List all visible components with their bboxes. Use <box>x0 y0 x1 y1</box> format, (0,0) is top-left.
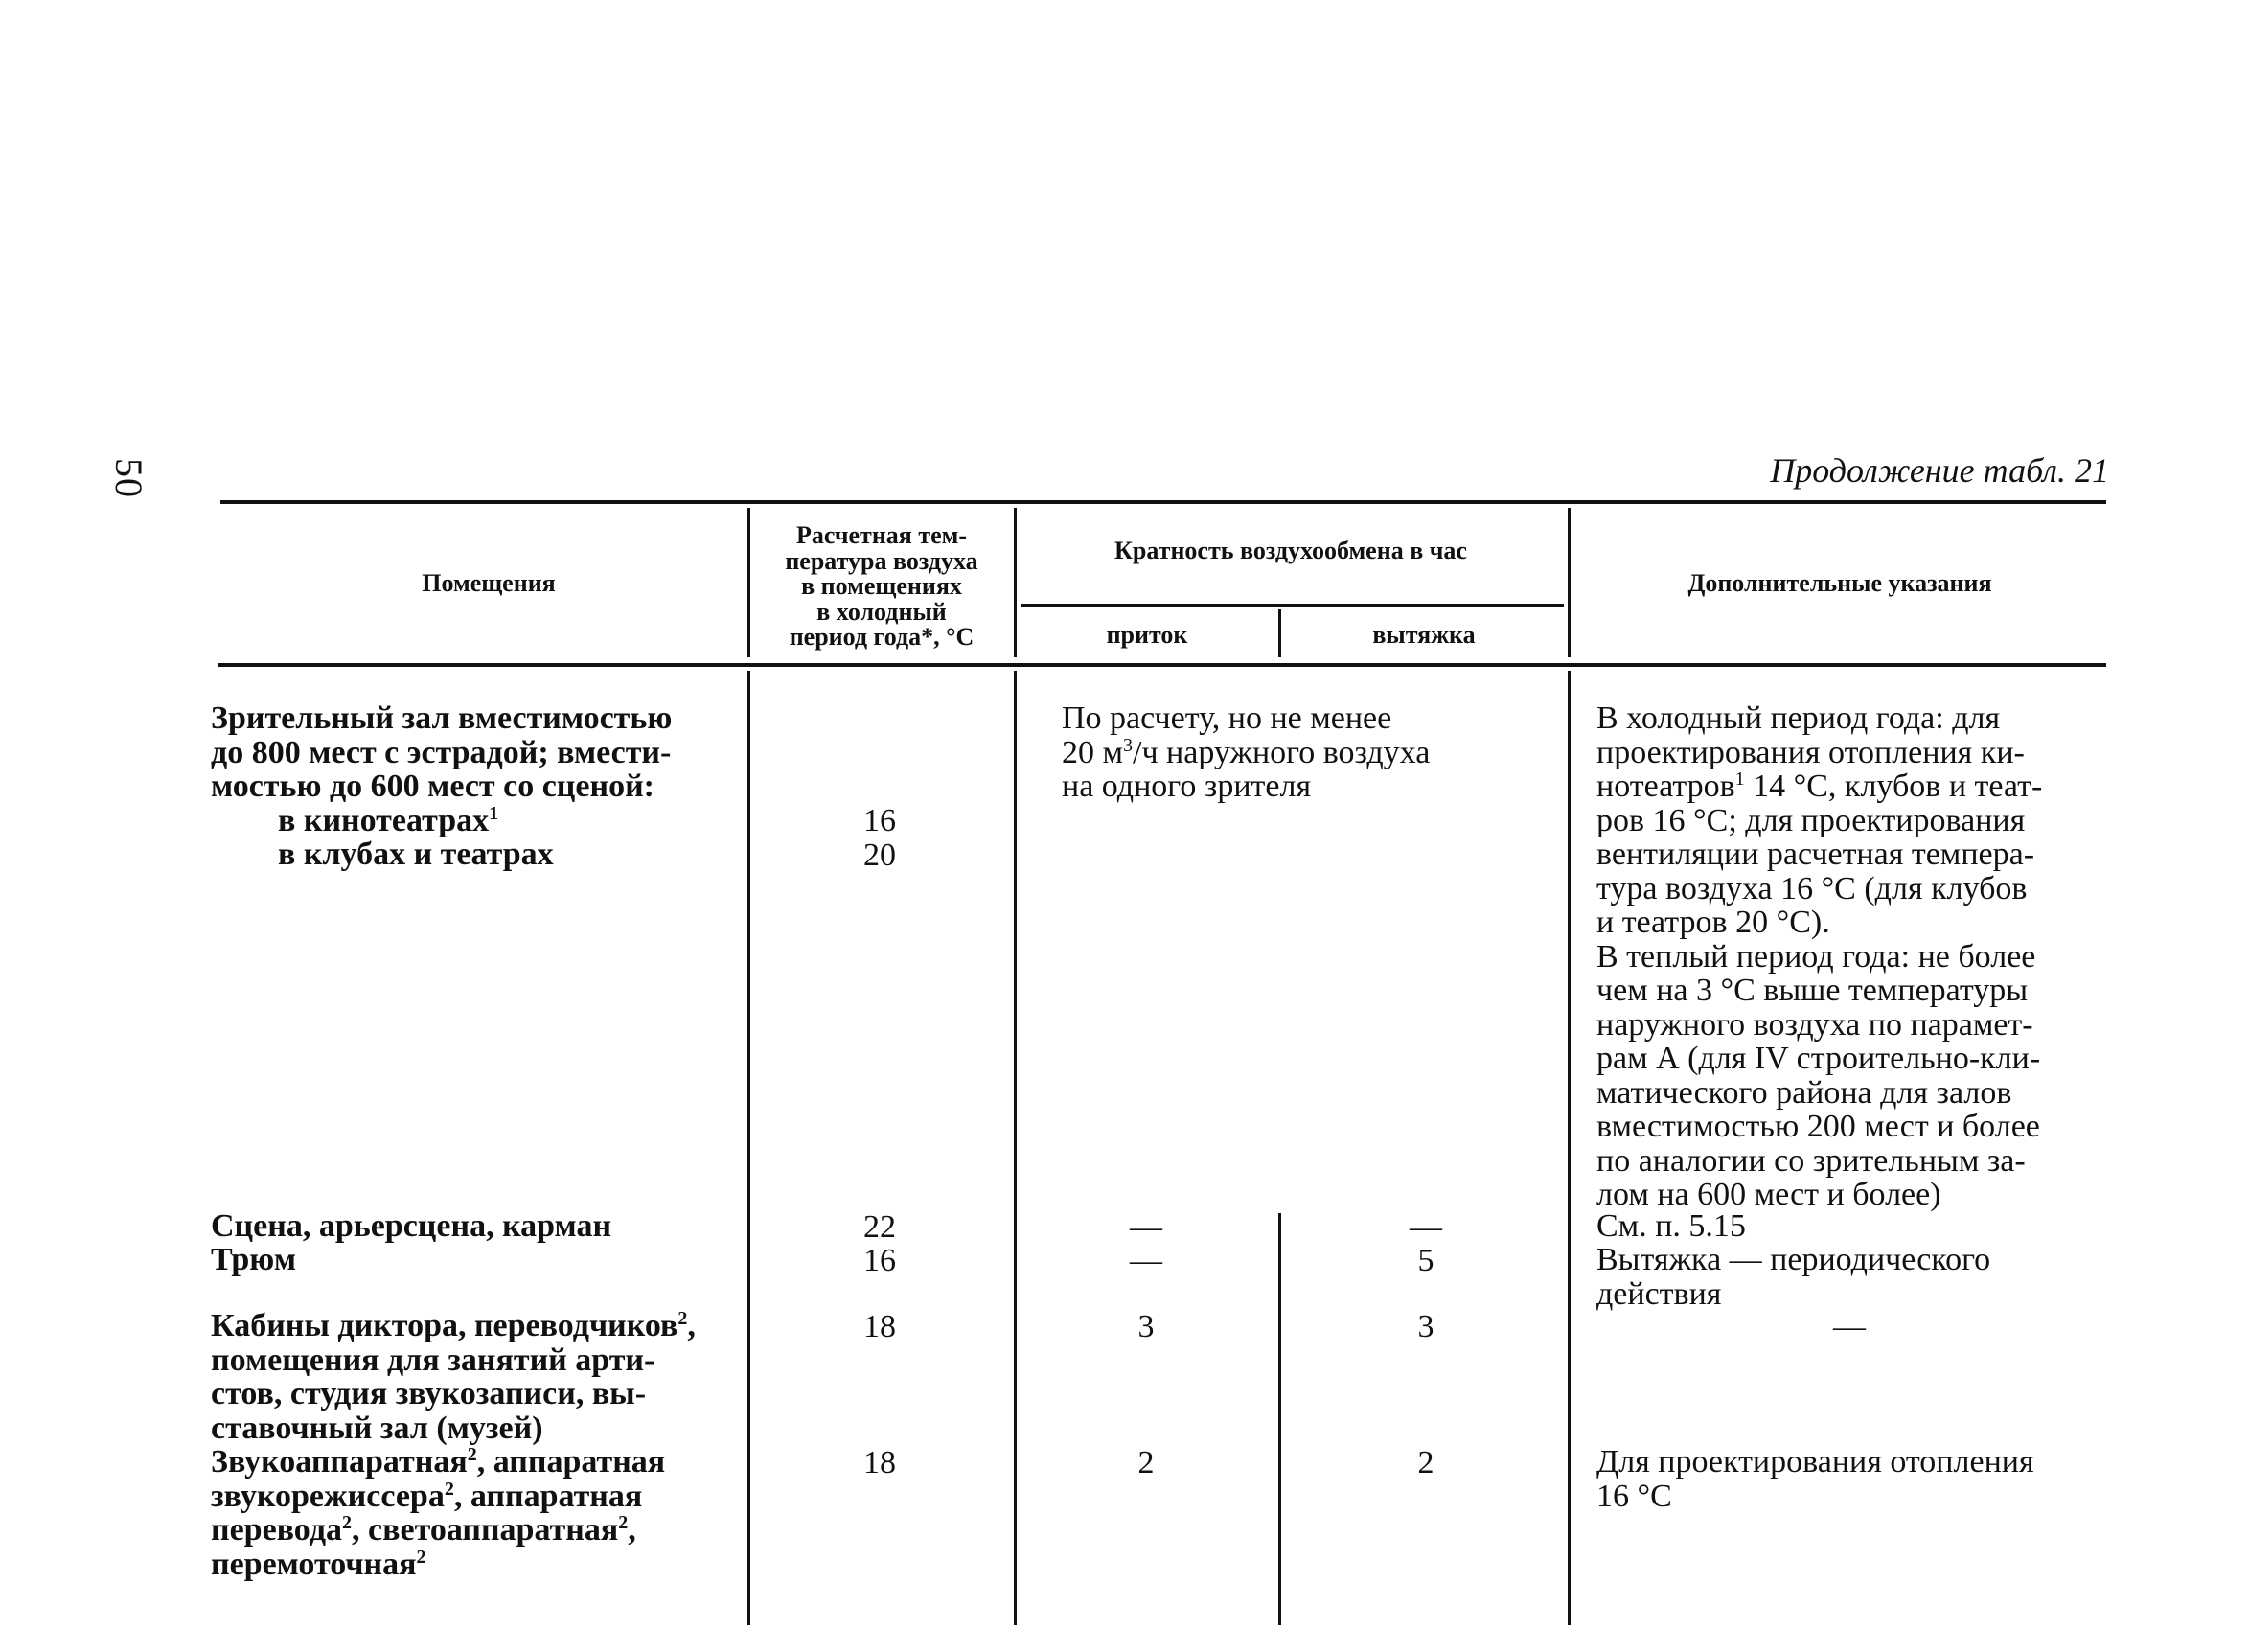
row2-notes: См. п. 5.15 <box>1596 1208 1746 1244</box>
exchange-subheader-rule <box>1021 604 1564 607</box>
row4-temp: 18 <box>863 1309 896 1344</box>
row4-notes: — <box>1833 1309 1866 1344</box>
table-header-rule <box>218 663 2106 667</box>
row2-temp: 22 <box>863 1209 896 1245</box>
table-top-rule <box>220 500 2106 504</box>
header-temperature: Расчетная тем- пература воздуха в помещениях в холодный период года*, °С <box>785 521 978 652</box>
row3-notes: Вытяжка — периодического действия <box>1596 1242 1991 1312</box>
row2-room: Сцена, арьерсцена, карман <box>211 1208 612 1244</box>
row2-exhaust: — <box>1410 1209 1442 1245</box>
row3-supply: — <box>1130 1243 1162 1278</box>
row5-supply: 2 <box>1137 1445 1155 1480</box>
row1-temp-clubs: 20 <box>863 837 896 873</box>
col-divider-exchange <box>1278 609 1281 657</box>
header-supply: приток <box>1106 621 1188 649</box>
body-divider-exchange <box>1278 1213 1281 1625</box>
body-divider-1 <box>747 671 750 1625</box>
header-exhaust: вытяжка <box>1372 621 1476 649</box>
row1-notes: В холодный период года: для проектирования отопления ки- нотеатров$^1$ 14 °С, клубов и теат- ров 16 °С; для проектирования вентиляции расчетная темпера- тура воздуха 16 °С (для клубов и театров 20 °С). В теплый период года: не более чем на 3 °С выше температуры наружного воздуха по парамет- рам А (для IV строительно-кли- матического района для залов вместимостью 200 мест и более по аналогии со зрительным за- лом на 600 мест и более) <box>1596 700 2043 1212</box>
row4-exhaust: 3 <box>1417 1309 1434 1344</box>
row4-supply: 3 <box>1137 1309 1155 1344</box>
page-number: 50 <box>107 458 150 498</box>
col-divider-3 <box>1568 508 1571 657</box>
row5-room: Звукоаппаратная$^2$, аппаратная звукорежиссера$^2$, аппаратная перевода$^2$, светоаппаратная$^2$, перемоточная$^2$ <box>211 1444 666 1582</box>
row5-temp: 18 <box>863 1445 896 1480</box>
row5-exhaust: 2 <box>1417 1445 1434 1480</box>
row5-notes: Для проектирования отопления 16 °С <box>1596 1444 2034 1514</box>
row3-exhaust: 5 <box>1417 1243 1434 1278</box>
col-divider-1 <box>747 508 750 657</box>
header-rooms: Помещения <box>422 569 556 597</box>
col-divider-2 <box>1014 508 1017 657</box>
row1-temp-cinemas: 16 <box>863 803 896 838</box>
body-divider-3 <box>1568 671 1571 1625</box>
row3-temp: 16 <box>863 1243 896 1278</box>
row1-air-exchange: По расчету, но не менее 20 $м^3/ч$ наружного воздуха на одного зрителя <box>1062 700 1431 804</box>
table-caption: Продолжение табл. 21 <box>1770 451 2109 490</box>
header-air-exchange: Кратность воздухообмена в час <box>1114 537 1467 564</box>
row1-room: Зрительный зал вместимостью до 800 мест с эстрадой; вмести- мостью до 600 мест со сценой: в кинотеатрах$^1$ в клубах и театрах <box>211 700 673 872</box>
row4-room: Кабины диктора, переводчиков$^2$, помещения для занятий арти- стов, студия звукозаписи, вы- ставочный зал (музей) <box>211 1308 696 1446</box>
row2-supply: — <box>1130 1209 1162 1245</box>
row3-room: Трюм <box>211 1242 296 1277</box>
header-notes: Дополнительные указания <box>1687 569 1992 597</box>
body-divider-2 <box>1014 671 1017 1625</box>
